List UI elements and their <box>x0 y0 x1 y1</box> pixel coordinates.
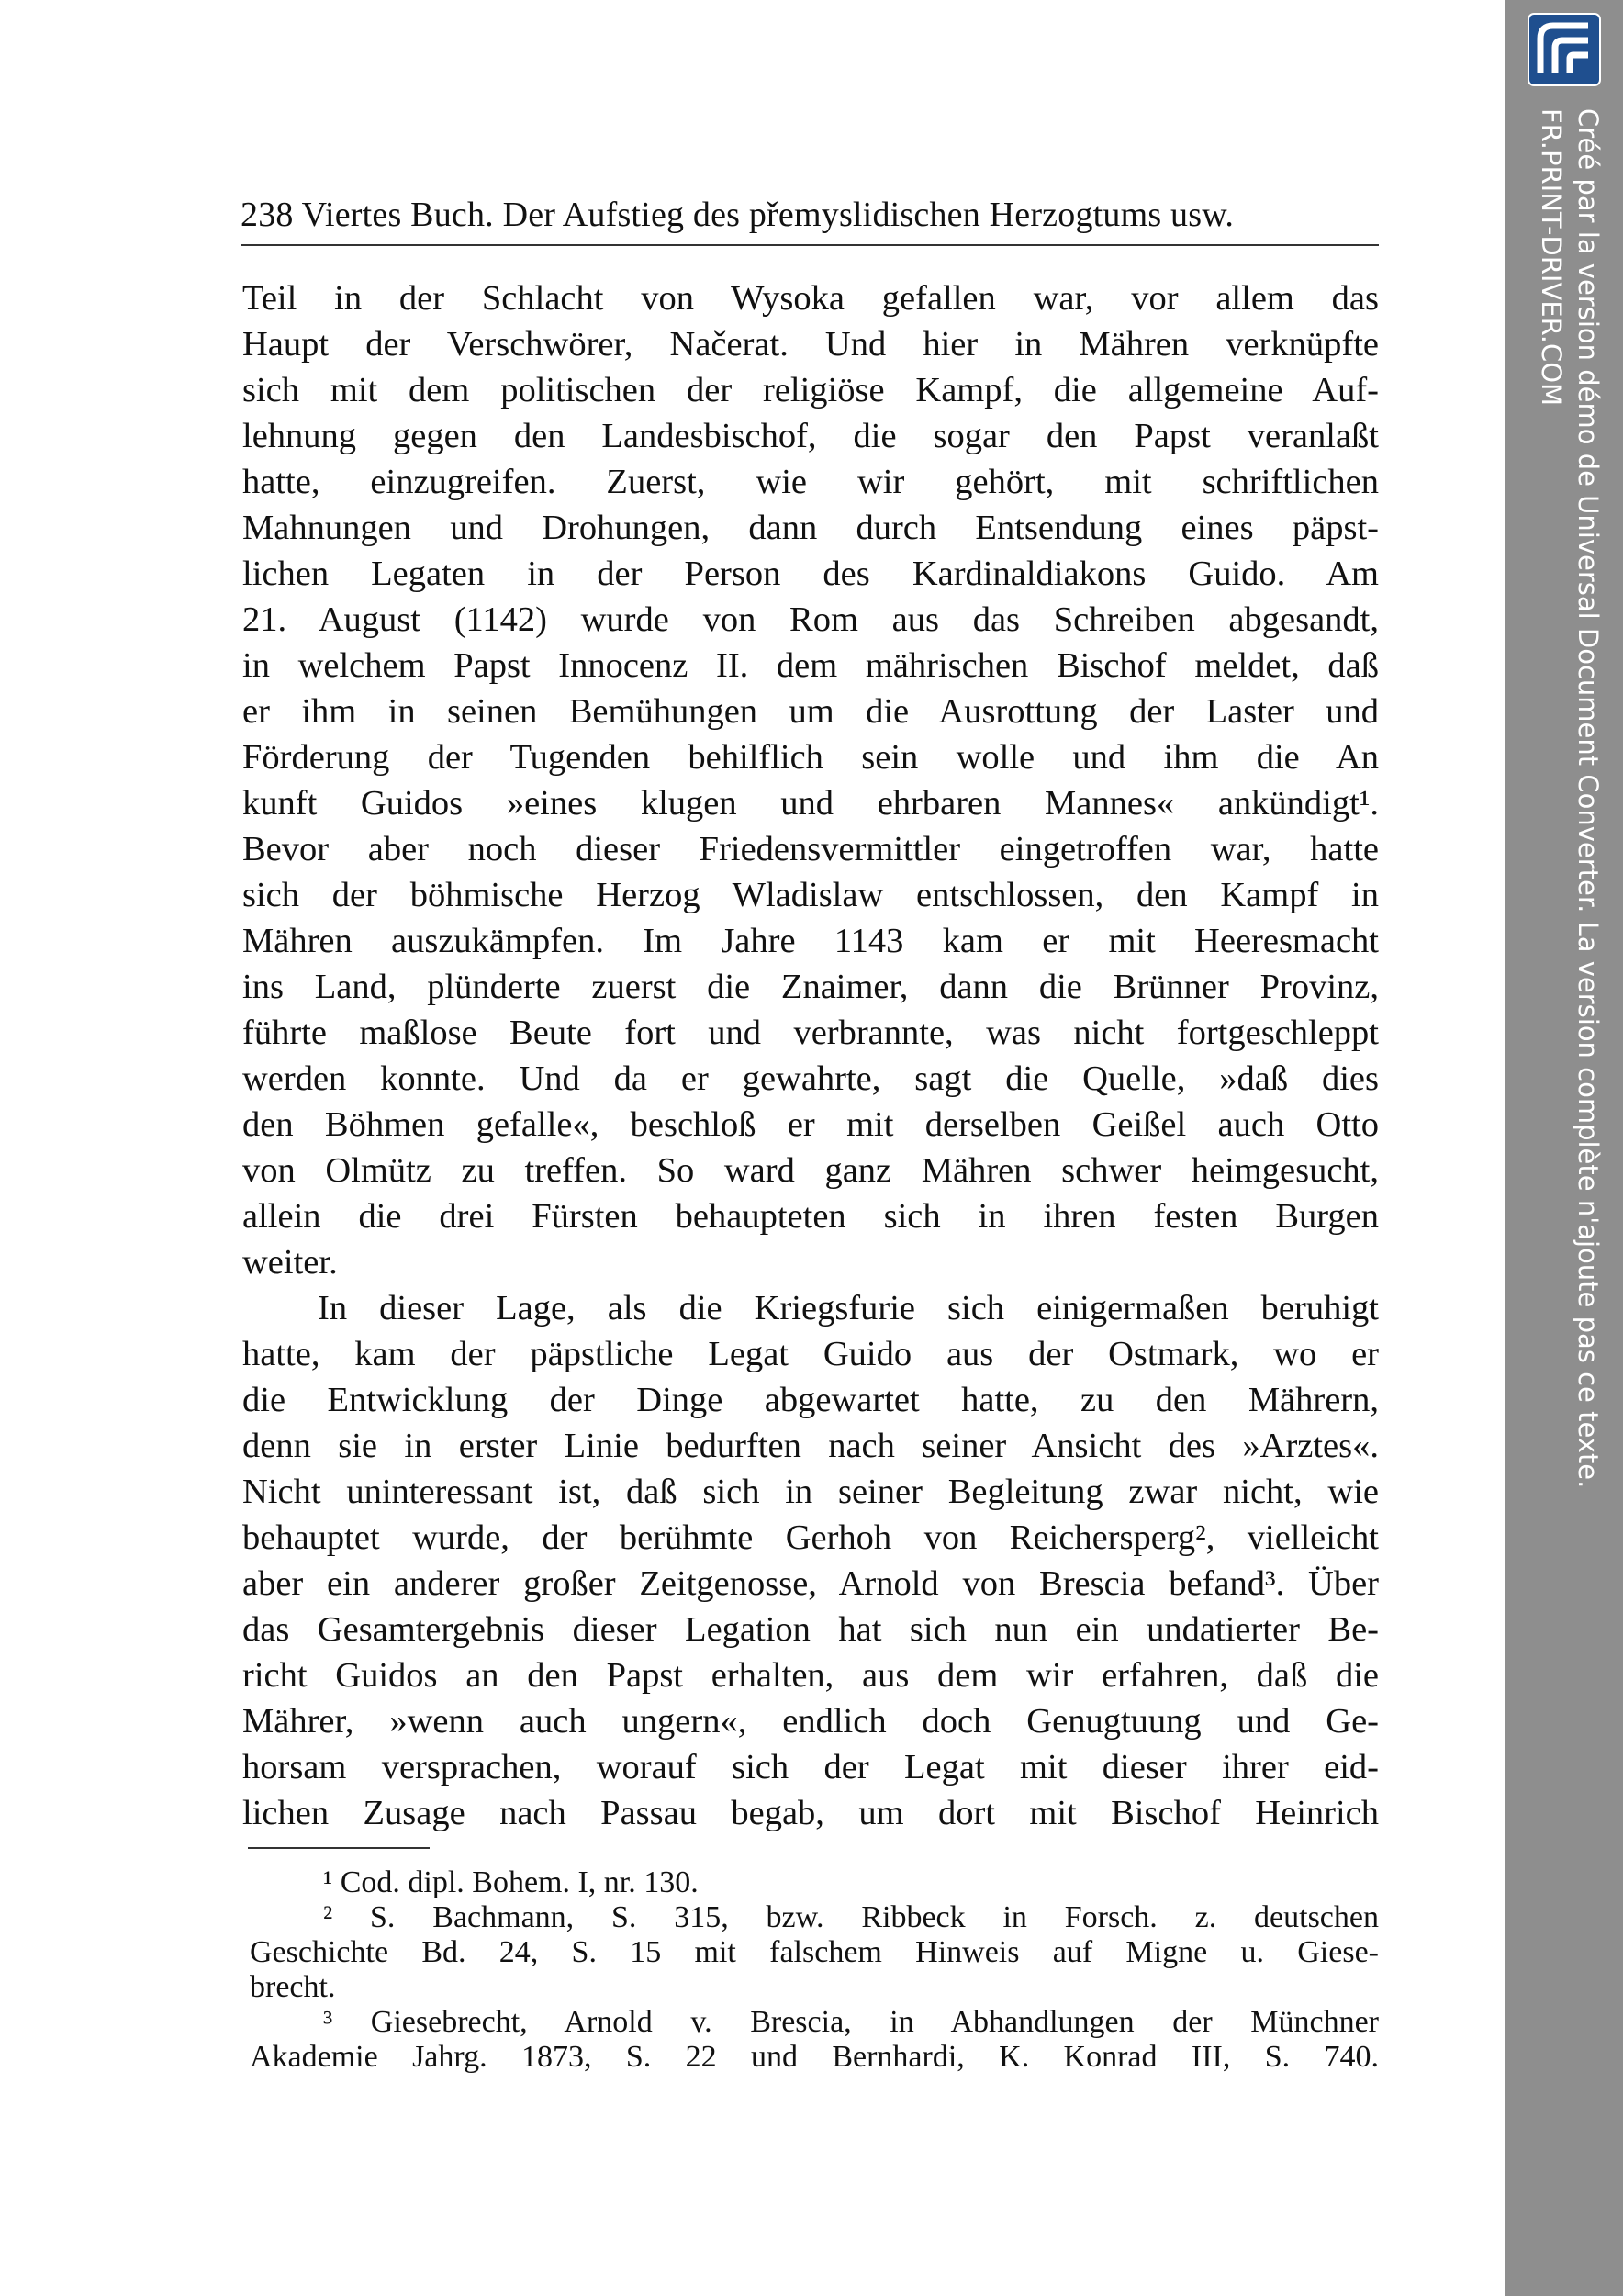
body-line: Mährer, »wenn auch ungern«, endlich doch Genugtuung und Ge- <box>242 1702 1379 1741</box>
body-line: sich der böhmische Herzog Wladislaw entschlossen, den Kampf in <box>242 876 1379 914</box>
footnote-line: ³ Giesebrecht, Arnold v. Brescia, in Abhandlungen der Münchner <box>323 2005 1379 2039</box>
footnote-line: Geschichte Bd. 24, S. 15 mit falschem Hinweis auf Migne u. Giese- <box>250 1935 1379 1969</box>
body-line: in welchem Papst Innocenz II. dem mährischen Bischof meldet, daß <box>242 646 1379 685</box>
body-line: kunft Guidos »eines klugen und ehrbaren Mannes« ankündigt¹. <box>242 784 1379 823</box>
body-line: Mähren auszukämpfen. Im Jahre 1143 kam er mit Heeresmacht <box>242 922 1379 960</box>
body-text <box>242 275 1379 1836</box>
body-line: den Böhmen gefalle«, beschloß er mit derselben Geißel auch Otto <box>242 1105 1379 1144</box>
header-rule <box>241 244 1379 246</box>
body-line: lichen Zusage nach Passau begab, um dort mit Bischof Heinrich <box>242 1794 1379 1832</box>
body-line: Mahnungen und Drohungen, dann durch Entsendung eines päpst- <box>242 509 1379 547</box>
body-line: Nicht uninteressant ist, daß sich in seiner Begleitung zwar nicht, wie <box>242 1473 1379 1511</box>
body-line: richt Guidos an den Papst erhalten, aus dem wir erfahren, daß die <box>242 1656 1379 1695</box>
body-line: das Gesamtergebnis dieser Legation hat sich nun ein undatierter Be- <box>242 1610 1379 1649</box>
body-line: Haupt der Verschwörer, Načerat. Und hier in Mähren verknüpfte <box>242 325 1379 364</box>
body-line: er ihm in seinen Bemühungen um die Ausrottung der Laster und <box>242 692 1379 731</box>
body-line: sich mit dem politischen der religiöse Kampf, die allgemeine Auf- <box>242 371 1379 409</box>
udc-logo-icon <box>1528 13 1601 86</box>
body-line: hatte, kam der päpstliche Legat Guido aus der Ostmark, wo er <box>242 1335 1379 1373</box>
body-line: führte maßlose Beute fort und verbrannte, was nicht fortgeschleppt <box>242 1014 1379 1052</box>
body-line: von Olmütz zu treffen. So ward ganz Mähren schwer heimgesucht, <box>242 1151 1379 1190</box>
running-header: 238 Viertes Buch. Der Aufstieg des přemyslidischen Herzogtums usw. <box>241 196 1235 234</box>
body-line: Bevor aber noch dieser Friedensvermittler eingetroffen war, hatte <box>242 830 1379 868</box>
footnote-line: brecht. <box>250 1970 336 2004</box>
body-line: 21. August (1142) wurde von Rom aus das Schreiben abgesandt, <box>242 600 1379 639</box>
body-line: ins Land, plünderte zuerst die Znaimer, dann die Brünner Provinz, <box>242 968 1379 1006</box>
body-line: allein die drei Fürsten behaupteten sich in ihren festen Burgen <box>242 1197 1379 1236</box>
watermark-line: Créé par la version démo de Universal Document Converter. La version complète n'ajoute pas ce texte. <box>1573 108 1604 1489</box>
body-line: denn sie in erster Linie bedurften nach seiner Ansicht des »Arztes«. <box>242 1427 1379 1465</box>
watermark-text <box>1533 108 1606 1488</box>
body-line: weiter. <box>242 1243 338 1282</box>
footnote-line: ² S. Bachmann, S. 315, bzw. Ribbeck in Forsch. z. deutschen <box>323 1900 1379 1934</box>
body-line: In dieser Lage, als die Kriegsfurie sich einigermaßen beruhigt <box>318 1289 1379 1327</box>
body-line: lichen Legaten in der Person des Kardinaldiakons Guido. Am <box>242 554 1379 593</box>
footnote-line: Akademie Jahrg. 1873, S. 22 und Bernhardi, K. Konrad III, S. 740. <box>250 2040 1379 2074</box>
body-line: hatte, einzugreifen. Zuerst, wie wir gehört, mit schriftlichen <box>242 463 1379 501</box>
body-line: horsam versprachen, worauf sich der Legat mit dieser ihrer eid- <box>242 1748 1379 1786</box>
body-line: werden konnte. Und da er gewahrte, sagt die Quelle, »daß dies <box>242 1059 1379 1098</box>
body-line: behauptet wurde, der berühmte Gerhoh von Reichersperg², vielleicht <box>242 1518 1379 1557</box>
body-line: Teil in der Schlacht von Wysoka gefallen war, vor allem das <box>242 279 1379 318</box>
footnote-rule <box>248 1847 430 1849</box>
footnote-line: ¹ Cod. dipl. Bohem. I, nr. 130. <box>323 1865 699 1899</box>
body-line: die Entwicklung der Dinge abgewartet hatte, zu den Mährern, <box>242 1381 1379 1419</box>
body-line: Förderung der Tugenden behilflich sein wolle und ihm die An <box>242 738 1379 777</box>
body-line: aber ein anderer großer Zeitgenosse, Arnold von Brescia befand³. Über <box>242 1564 1379 1603</box>
body-line: lehnung gegen den Landesbischof, die sogar den Papst veranlaßt <box>242 417 1379 455</box>
footnotes <box>250 1865 1379 2075</box>
watermark-url: FR.PRINT-DRIVER.COM <box>1536 108 1567 407</box>
